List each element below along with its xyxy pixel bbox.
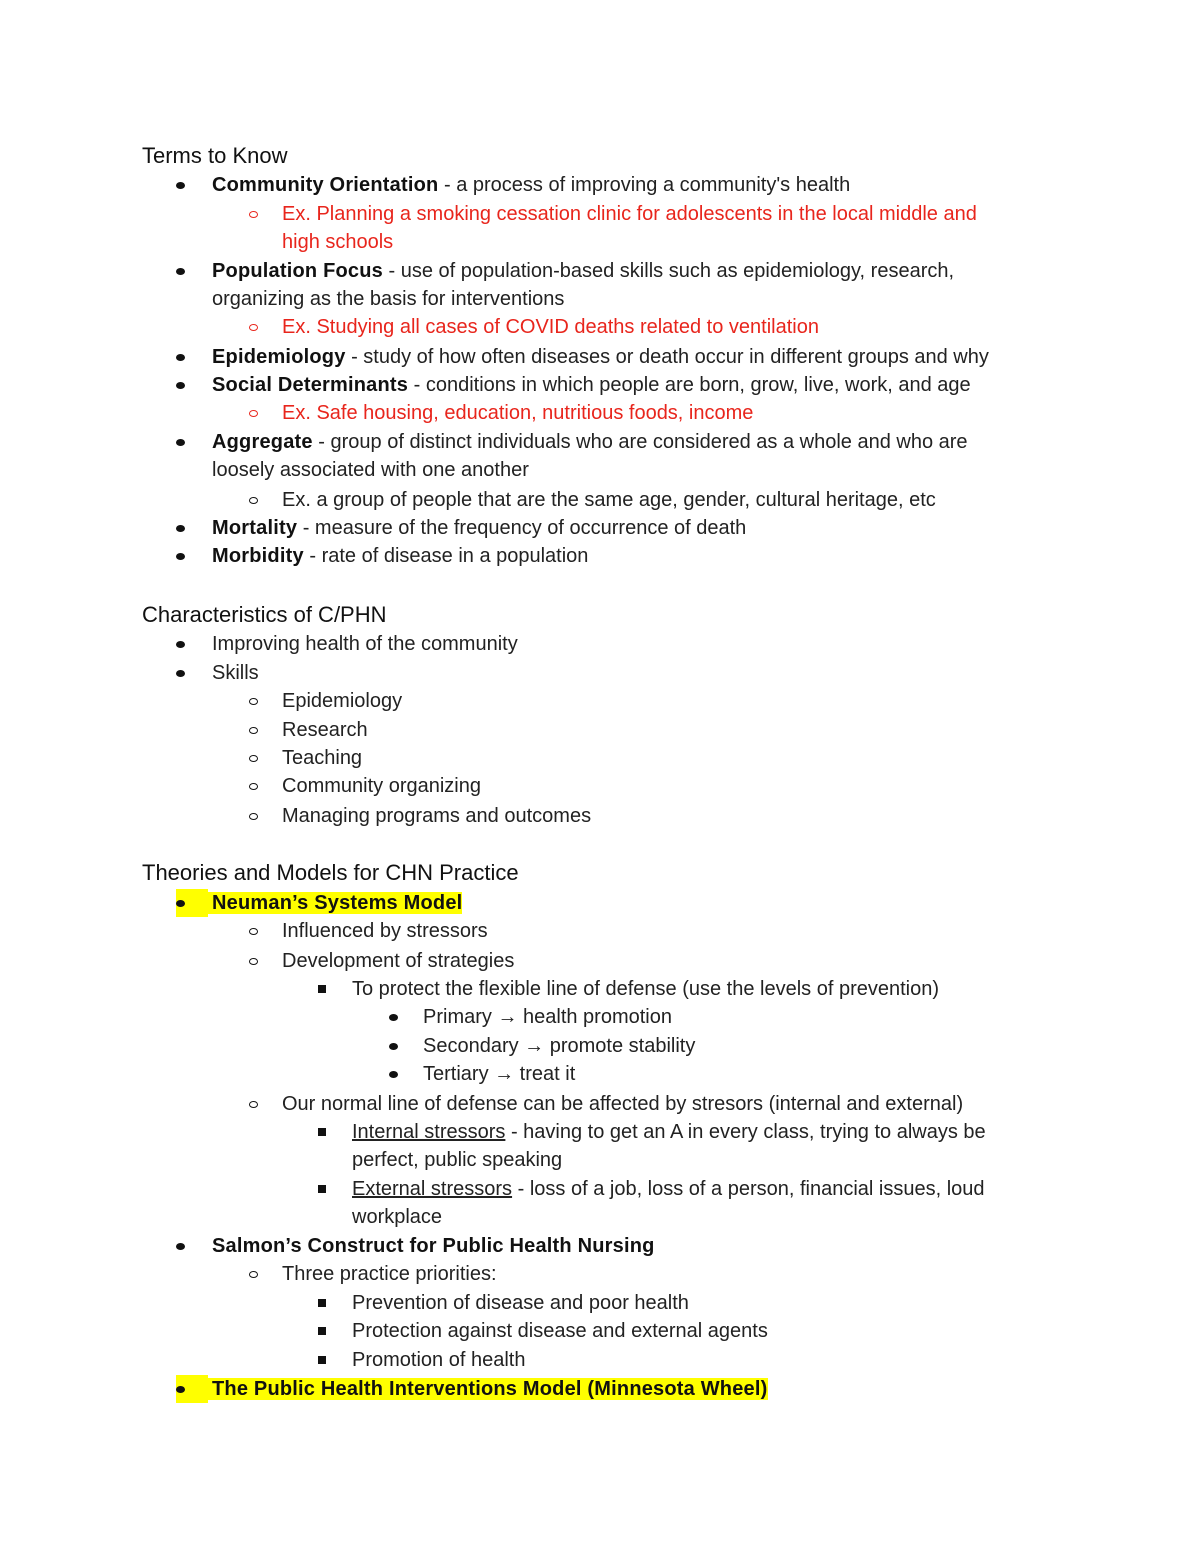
characteristic-item: Improving health of the community [212, 633, 518, 655]
model-minnesota-wheel: The Public Health Interventions Model (Minnesota Wheel) [208, 1375, 768, 1403]
neuman-protect-line: To protect the flexible line of defense (use the levels of prevention) [352, 978, 940, 1000]
bullet-icon [176, 514, 185, 542]
neuman-sub-item: Development of strategies [282, 950, 515, 972]
bullet-icon [389, 1003, 398, 1031]
skill-item: Teaching [282, 747, 363, 769]
internal-stressors: Internal stressors - having to get an A in every class, trying to always be [352, 1121, 986, 1143]
skill-item: Managing programs and outcomes [282, 805, 592, 827]
square-bullet-icon [318, 1289, 326, 1317]
prevention-level: Tertiary → treat it [423, 1063, 576, 1085]
model-salmon: Salmon’s Construct for Public Health Nursing [212, 1235, 655, 1257]
square-bullet-icon [318, 975, 326, 1003]
circle-bullet-icon [249, 313, 258, 341]
example-population-focus: Ex. Studying all cases of COVID deaths related to ventilation [282, 316, 819, 338]
bullet-icon [389, 1032, 398, 1060]
circle-bullet-icon [249, 399, 258, 427]
characteristic-item: Skills [212, 662, 259, 684]
example-aggregate: Ex. a group of people that are the same age, gender, cultural heritage, etc [282, 489, 936, 511]
circle-bullet-icon [249, 200, 258, 228]
prevention-level: Primary → health promotion [423, 1006, 672, 1028]
circle-bullet-icon [249, 772, 258, 800]
square-bullet-icon [318, 1175, 326, 1203]
term-morbidity: Morbidity - rate of disease in a population [212, 545, 589, 567]
salmon-priority: Prevention of disease and poor health [352, 1292, 689, 1314]
bullet-icon [176, 257, 185, 285]
bullet-icon [176, 343, 185, 371]
example-community-orientation-2: high schools [282, 231, 394, 253]
neuman-sub-item: Our normal line of defense can be affected by stresors (internal and external) [282, 1093, 964, 1115]
square-bullet-icon [318, 1118, 326, 1146]
external-stressors-cont: workplace [352, 1206, 443, 1228]
term-social-determinants: Social Determinants - conditions in which people are born, grow, live, work, and age [212, 374, 971, 396]
prevention-level: Secondary → promote stability [423, 1035, 696, 1057]
heading-characteristics: Characteristics of C/PHN [142, 602, 387, 627]
skill-item: Community organizing [282, 775, 481, 797]
salmon-sub-item: Three practice priorities: [282, 1263, 497, 1285]
term-mortality: Mortality - measure of the frequency of occurrence of death [212, 517, 747, 539]
bullet-icon [176, 630, 185, 658]
heading-terms-to-know: Terms to Know [142, 143, 288, 168]
circle-bullet-icon [249, 1090, 258, 1118]
neuman-sub-item: Influenced by stressors [282, 920, 488, 942]
bullet-icon [176, 1232, 185, 1260]
heading-theories-models: Theories and Models for CHN Practice [142, 860, 519, 885]
circle-bullet-icon [249, 744, 258, 772]
term-aggregate: Aggregate - group of distinct individuals who are considered as a whole and who are [212, 431, 968, 453]
bullet-icon [176, 659, 185, 687]
internal-stressors-cont: perfect, public speaking [352, 1149, 563, 1171]
bullet-icon [176, 428, 185, 456]
term-population-focus-cont: organizing as the basis for interventions [212, 288, 565, 310]
circle-bullet-icon [249, 802, 258, 830]
circle-bullet-icon [249, 687, 258, 715]
skill-item: Epidemiology [282, 690, 403, 712]
circle-bullet-icon [249, 917, 258, 945]
skill-item: Research [282, 719, 368, 741]
model-neuman: Neuman’s Systems Model [208, 889, 462, 917]
salmon-priority: Protection against disease and external agents [352, 1320, 768, 1342]
square-bullet-icon [318, 1346, 326, 1374]
circle-bullet-icon [249, 947, 258, 975]
circle-bullet-icon [249, 486, 258, 514]
term-population-focus: Population Focus - use of population-based skills such as epidemiology, research, [212, 260, 955, 282]
example-community-orientation-1: Ex. Planning a smoking cessation clinic for adolescents in the local middle and [282, 203, 977, 225]
square-bullet-icon [318, 1317, 326, 1345]
term-epidemiology: Epidemiology - study of how often diseases or death occur in different groups and why [212, 346, 989, 368]
term-aggregate-cont: loosely associated with one another [212, 459, 529, 481]
example-social-determinants: Ex. Safe housing, education, nutritious foods, income [282, 402, 754, 424]
salmon-priority: Promotion of health [352, 1349, 526, 1371]
bullet-icon [176, 889, 208, 917]
bullet-icon [176, 542, 185, 570]
bullet-icon [176, 171, 185, 199]
external-stressors: External stressors - loss of a job, loss of a person, financial issues, loud [352, 1178, 985, 1200]
circle-bullet-icon [249, 716, 258, 744]
bullet-icon [389, 1060, 398, 1088]
term-community-orientation: Community Orientation - a process of improving a community's health [212, 174, 851, 196]
circle-bullet-icon [249, 1260, 258, 1288]
bullet-icon [176, 371, 185, 399]
bullet-icon [176, 1375, 208, 1403]
